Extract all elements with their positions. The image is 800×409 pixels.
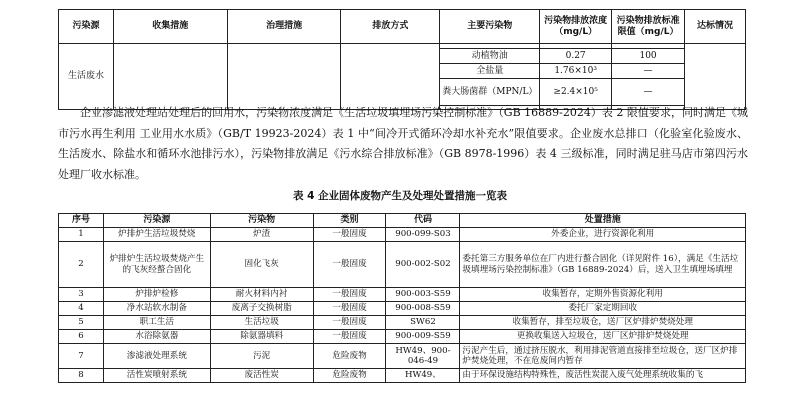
pollutant-cell: 废活性炭	[210, 369, 313, 383]
pollutant-cell: 污泥	[210, 344, 313, 369]
header-cell: 治理措施	[227, 10, 341, 44]
code-cell: 900-008-S59	[386, 302, 460, 316]
code-cell: 900-002-S02	[386, 242, 460, 288]
header-cell: 污染物	[210, 214, 313, 228]
code-cell: 900-003-S59	[386, 288, 460, 302]
category-cell: 一般固废	[313, 242, 386, 288]
table-row	[59, 302, 746, 316]
pollutant-cell: 动植物油	[440, 49, 540, 64]
measure-cell: 委托第三方服务单位在厂内进行螯合固化（详见附件 16），满足《生活垃圾填埋场污染控制标准》（GB 16889-2024）后，送入卫生填埋场填埋	[460, 242, 746, 288]
pollutant-cell: 全盐量	[440, 64, 540, 79]
no-cell: 8	[59, 369, 104, 383]
compliance-paragraph: 企业渗滤液处理站处理后的回用水，污染物浓度满足《生活垃圾填埋场污染控制标准》（GB 16889-2024）表 2 限值要求，同时满足《城市污水再生利用 工业用水水质》（GB/T 19923-2024）表 1 中“间冷开式循环冷却水补充水”限值要求。企业废水总排口（化验室化验废水、生活废水、除盐水和循环水池排污水），污染物排放满足《污水综合排放标准》（GB 8978-1996）表 4 三级标准，同时满足驻马店市第四污水处理厂收水标准。	[58, 106, 748, 181]
category-cell: 一般固废	[313, 302, 386, 316]
source-cell: 职工生活	[103, 316, 210, 330]
measure-cell: 更换收集送入垃圾仓，送厂区炉排炉焚烧处理	[460, 330, 746, 344]
source-cell: 渗滤液处理系统	[103, 344, 210, 369]
table-row	[59, 242, 746, 288]
source-cell: 生活废水	[59, 44, 114, 110]
pollutant-cell: 除氨器填料	[210, 330, 313, 344]
solid-waste-table	[58, 213, 746, 383]
table-row	[59, 330, 746, 344]
pollutant-cell: 粪大肠菌群（MPN/L）	[440, 79, 540, 106]
empty-cell	[113, 44, 227, 110]
header-cell: 代码	[386, 214, 460, 228]
no-cell: 2	[59, 242, 104, 288]
empty-cell	[685, 44, 746, 110]
category-cell: 一般固废	[313, 228, 386, 242]
header-cell: 污染源	[59, 10, 114, 44]
no-cell: 4	[59, 302, 104, 316]
conc-cell: 1.76×10³	[540, 64, 612, 79]
category-cell: 危险废物	[313, 369, 386, 383]
header-cell: 收集措施	[113, 10, 227, 44]
no-cell: 5	[59, 316, 104, 330]
category-cell: 一般固废	[313, 316, 386, 330]
category-cell: 危险废物	[313, 344, 386, 369]
limit-cell: 100	[612, 49, 685, 64]
no-cell: 6	[59, 330, 104, 344]
measure-cell: 污泥产生后，通过挤压脱水，利用排泥管道直接排至垃圾仓，送厂区炉排炉焚烧处理，不在危废间内暂存	[460, 344, 746, 369]
no-cell: 1	[59, 228, 104, 242]
pollutant-discharge-table	[58, 9, 746, 110]
conc-cell: ≥2.4×10⁵	[540, 79, 612, 106]
source-cell: 炉排炉生活垃圾焚烧	[103, 228, 210, 242]
header-cell: 污染物排放标准限值（mg/L）	[612, 10, 685, 44]
category-cell: 一般固废	[313, 288, 386, 302]
pollutant-cell: 炉渣	[210, 228, 313, 242]
code-cell: 900-099-S03	[386, 228, 460, 242]
conc-cell: 0.27	[540, 49, 612, 64]
empty-cell	[227, 44, 341, 110]
empty-cell	[341, 44, 440, 110]
limit-cell: —	[612, 64, 685, 79]
table-header-row	[59, 214, 746, 228]
source-cell: 炉排炉生活垃圾焚烧产生的飞灰经螯合固化	[103, 242, 210, 288]
pollutant-cell: 生活垃圾	[210, 316, 313, 330]
table-row	[59, 369, 746, 383]
measure-cell: 委托厂家定期回收	[460, 302, 746, 316]
code-cell: HW49、900-046-49	[386, 344, 460, 369]
source-cell: 水浴除氨器	[103, 330, 210, 344]
header-cell: 类别	[313, 214, 386, 228]
header-cell: 主要污染物	[440, 10, 540, 44]
table-row	[59, 288, 746, 302]
header-cell: 达标情况	[685, 10, 746, 44]
measure-cell: 收集暂存，定期外售资源化利用	[460, 288, 746, 302]
table-caption: 表 4 企业固体废物产生及处理处置措施一览表	[292, 190, 508, 202]
table-header-row	[59, 10, 746, 44]
table-row	[59, 316, 746, 330]
header-cell: 序号	[59, 214, 104, 228]
source-cell: 净水站软水制备	[103, 302, 210, 316]
limit-cell: —	[612, 79, 685, 106]
measure-cell: 收集暂存，排至垃圾仓，送厂区炉排炉焚烧处理	[460, 316, 746, 330]
code-cell: 900-009-S59	[386, 330, 460, 344]
code-cell: HW49、	[386, 369, 460, 383]
measure-cell: 外委企业，进行资源化利用	[460, 228, 746, 242]
header-cell: 污染物排放浓度（mg/L）	[540, 10, 612, 44]
table-row	[59, 344, 746, 369]
pollutant-cell: 废离子交换树脂	[210, 302, 313, 316]
header-cell: 污染源	[103, 214, 210, 228]
pollutant-cell: 固化飞灰	[210, 242, 313, 288]
source-cell: 活性炭喷射系统	[103, 369, 210, 383]
category-cell: 一般固废	[313, 330, 386, 344]
no-cell: 7	[59, 344, 104, 369]
code-cell: SW62	[386, 316, 460, 330]
source-cell: 炉排炉检修	[103, 288, 210, 302]
table-row	[59, 228, 746, 242]
no-cell: 3	[59, 288, 104, 302]
header-cell: 处置措施	[460, 214, 746, 228]
measure-cell: 由于环保设施结构特殊性，废活性炭混入废气处理系统收集的飞	[460, 369, 746, 383]
pollutant-cell: 耐火材料内衬	[210, 288, 313, 302]
header-cell: 排放方式	[341, 10, 440, 44]
